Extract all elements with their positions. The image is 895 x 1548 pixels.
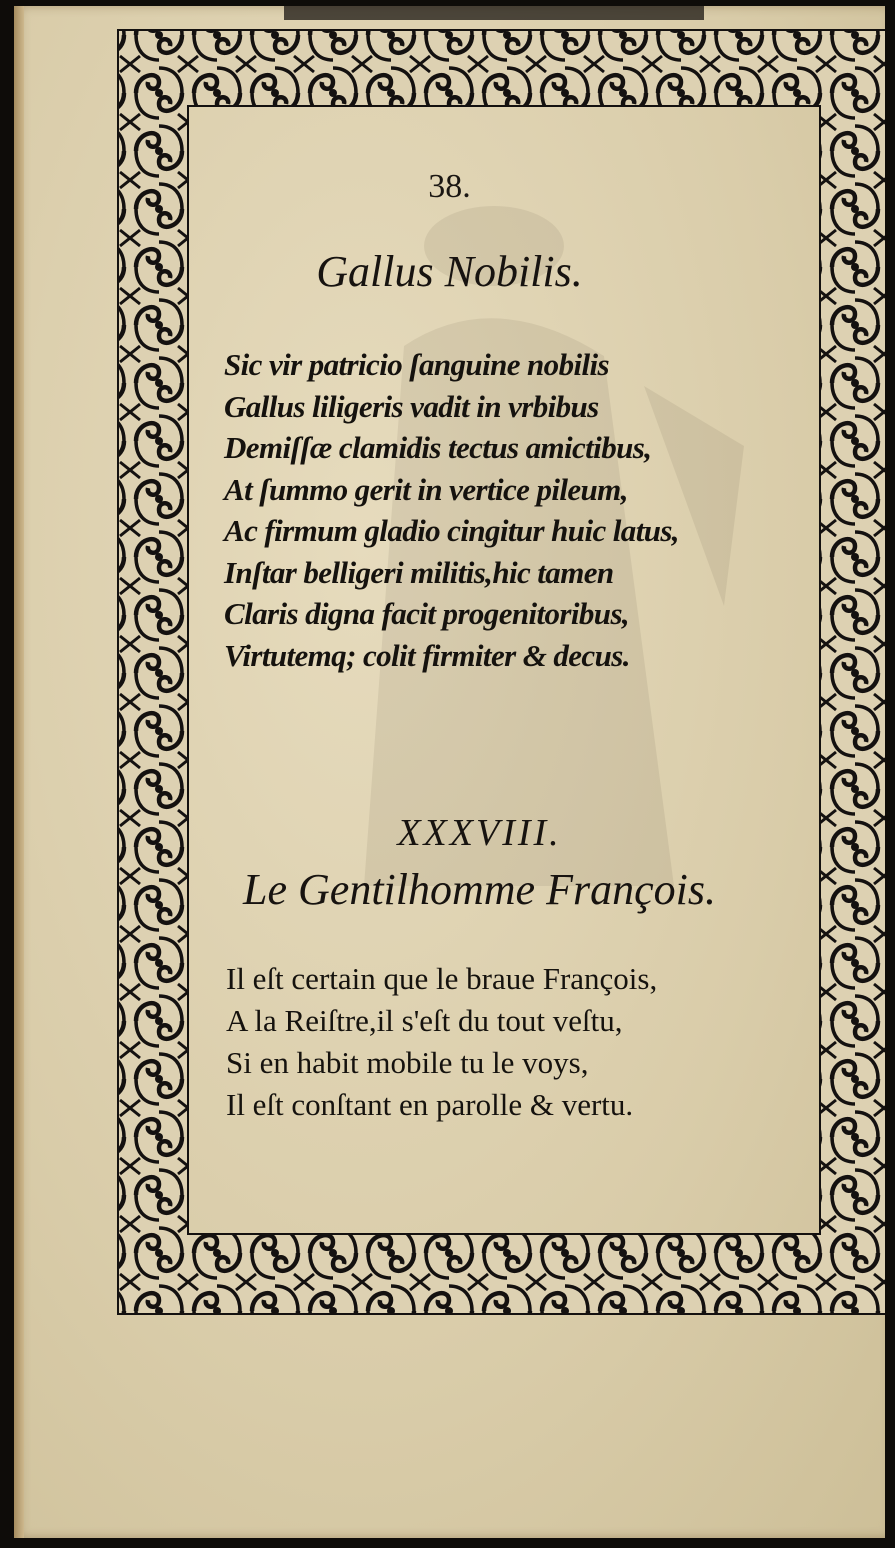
verse-line: Gallus liligeris vadit in vrbibus xyxy=(224,388,599,424)
latin-verse xyxy=(224,344,784,676)
ornamental-border xyxy=(14,6,885,1538)
page-number: 38. xyxy=(428,168,471,205)
verse-line: A la Reiſtre,il s'eſt du tout veſtu, xyxy=(226,1003,623,1038)
plate-number: XXXVIII. xyxy=(397,812,562,854)
verse-line: Si en habit mobile tu le voys, xyxy=(226,1045,589,1080)
verse-line: Il eſt certain que le braue François, xyxy=(226,961,658,996)
verse-line: Ac firmum gladio cingitur huic latus, xyxy=(224,513,679,548)
french-title: Le Gentilhomme François. xyxy=(243,865,716,914)
verse-line: Inſtar belligeri militis,hic tamen xyxy=(224,554,614,590)
verse-line: Virtutemq; colit firmiter & decus. xyxy=(224,637,630,673)
verse-line: Il eſt conſtant en parolle & vertu. xyxy=(226,1087,634,1122)
verse-line: At ſummo gerit in vertice pileum, xyxy=(224,471,628,507)
latin-title: Gallus Nobilis. xyxy=(316,247,583,296)
verse-line: Sic vir patricio ſanguine nobilis xyxy=(224,347,609,382)
book-page xyxy=(14,6,885,1538)
verse-line: Demiſſæ clamidis tectus amictibus, xyxy=(224,430,652,465)
french-verse xyxy=(226,958,806,1126)
verse-line: Claris digna facit progenitoribus, xyxy=(224,596,630,631)
